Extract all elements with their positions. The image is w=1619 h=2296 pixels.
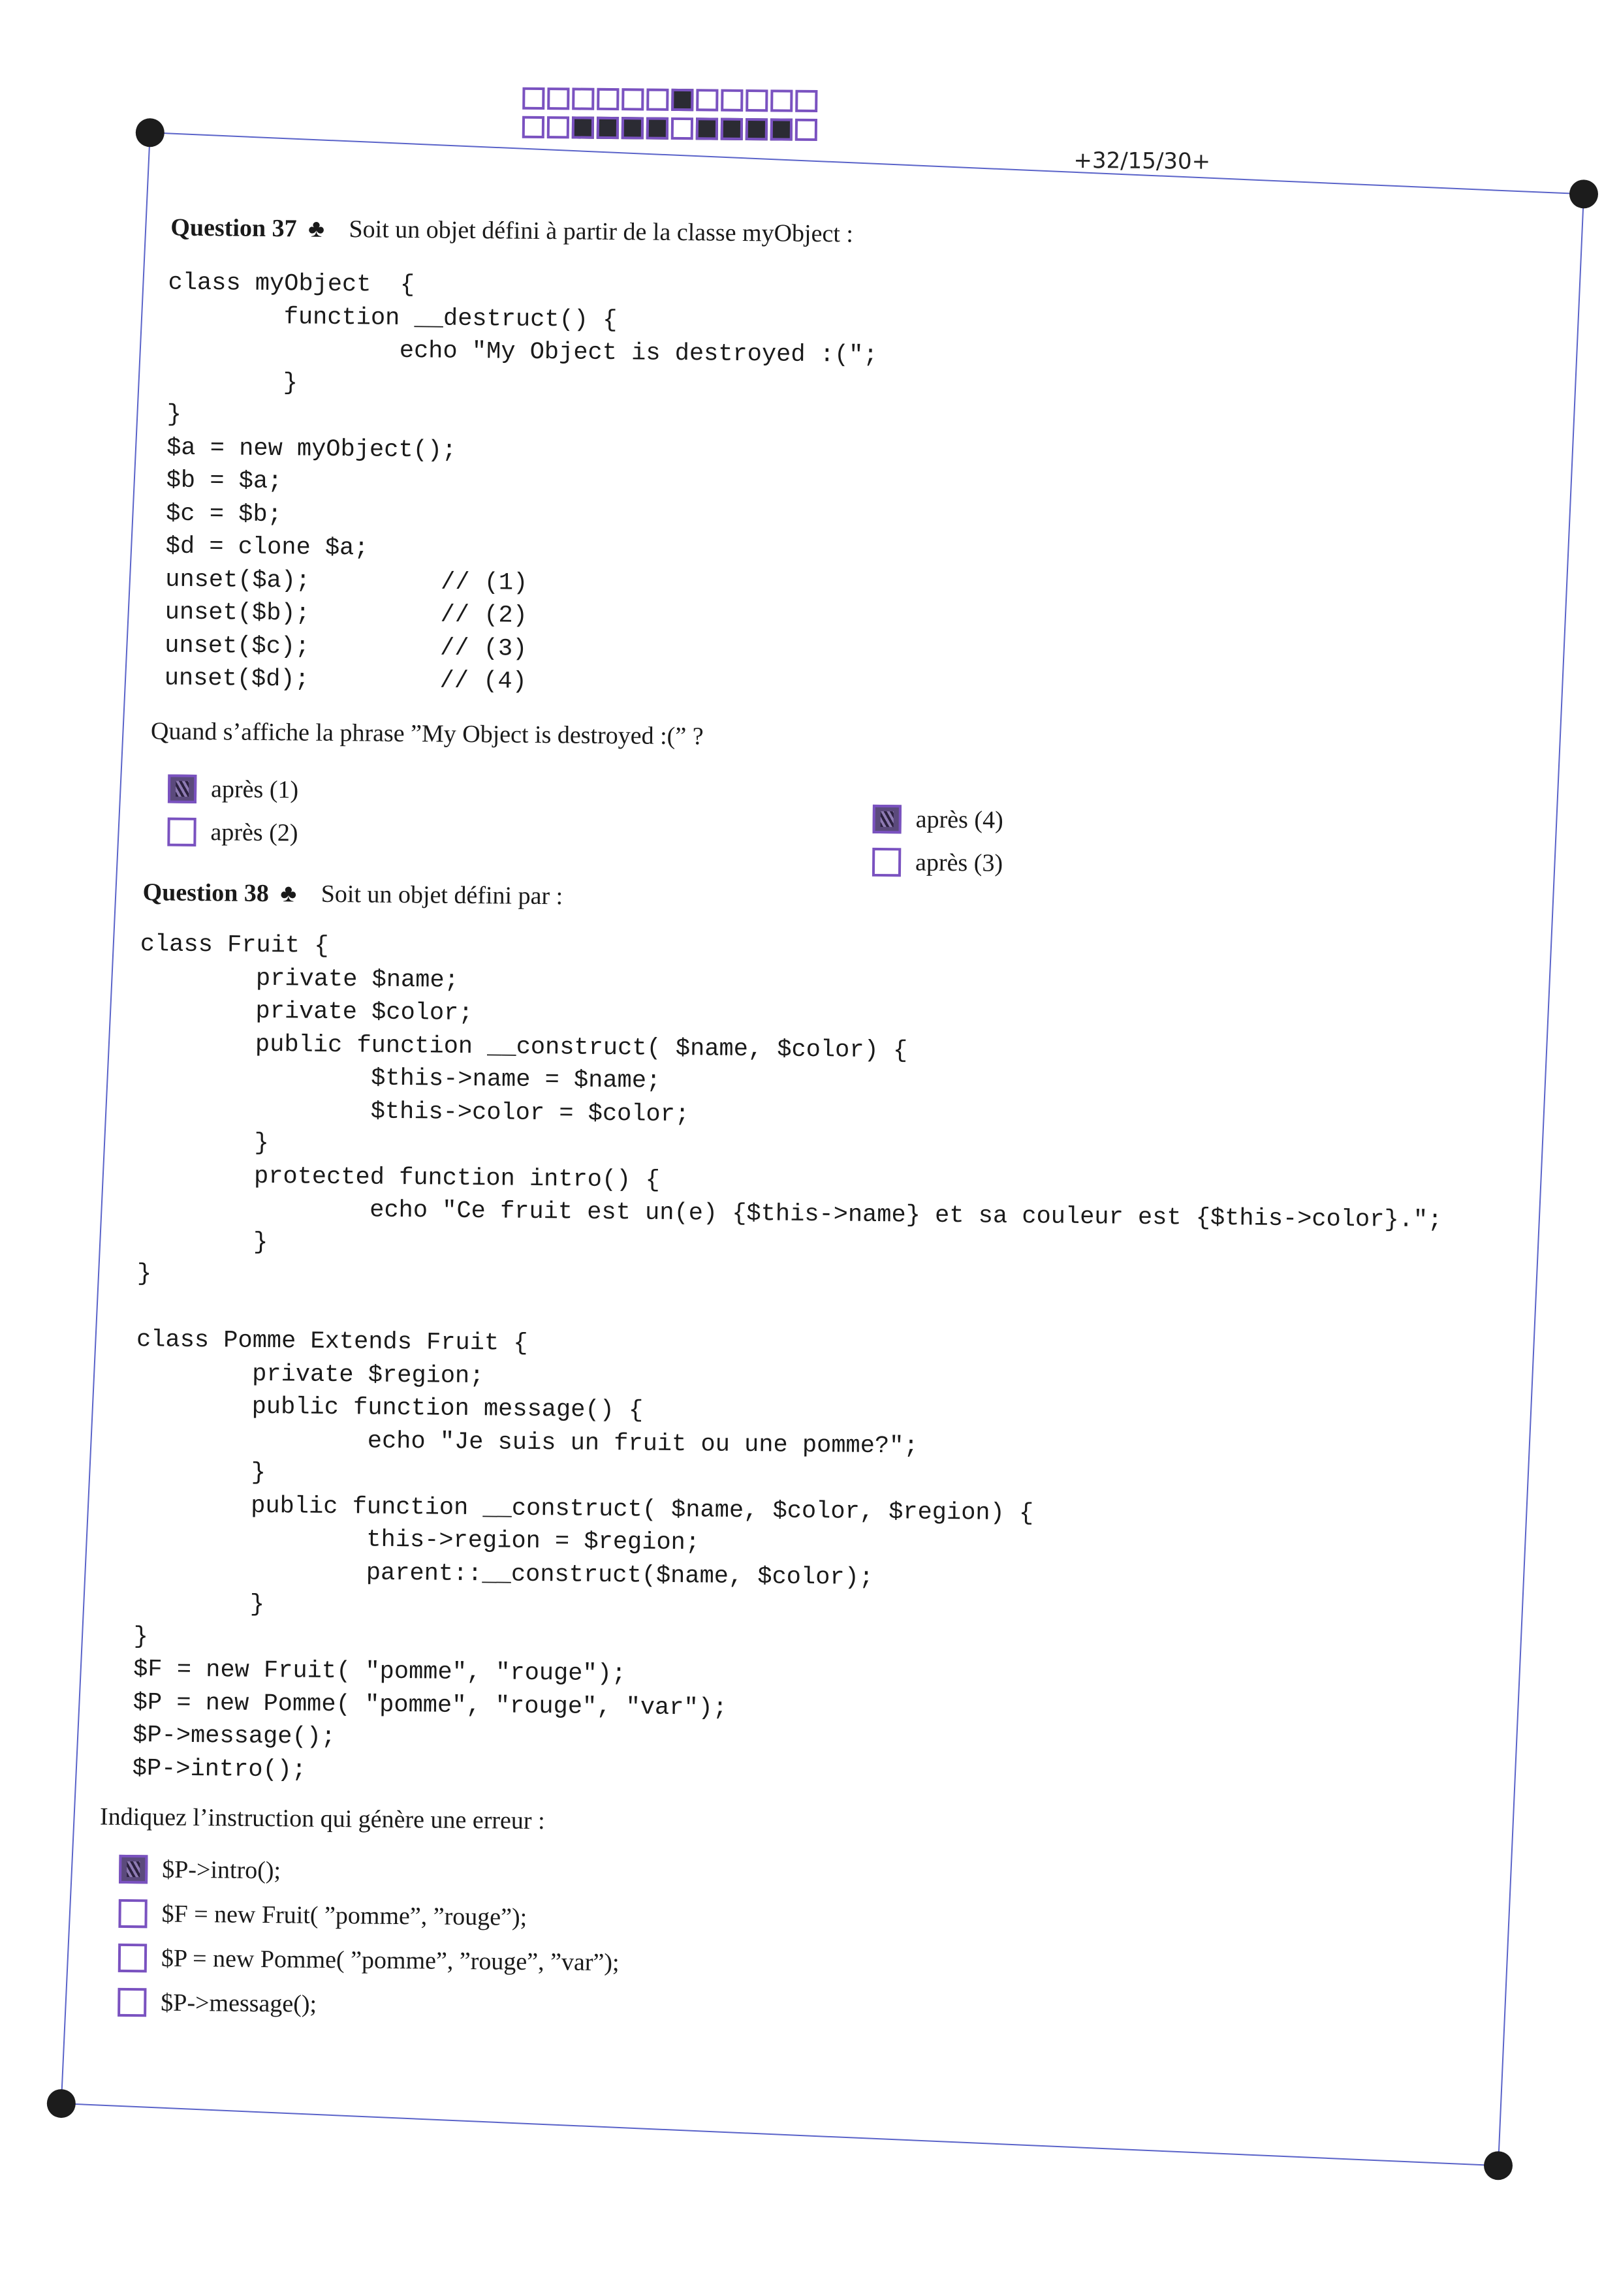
id-grid-cell xyxy=(572,116,594,138)
answer-option[interactable] xyxy=(118,1988,317,2019)
answer-checkbox[interactable] xyxy=(118,1944,147,1972)
id-grid-cell xyxy=(621,117,644,139)
answer-checkbox[interactable] xyxy=(118,1899,147,1928)
question-37-code: class myObject { function __destruct() { echo "My Object is destroyed :("; } } $a = new myObject(); $b = $a; $c = $b; $d = clone $a; unset($a); // (1) unset($b); // (2) unset($c); // (3) unset($d); // (4) xyxy=(164,269,878,696)
id-grid-cell xyxy=(721,118,743,140)
question-label: Question 37 xyxy=(170,213,297,243)
club-icon: ♣ xyxy=(280,880,297,908)
answer-option[interactable] xyxy=(119,1855,281,1885)
id-grid-cell xyxy=(721,89,743,112)
id-grid-cell xyxy=(770,118,793,140)
id-grid-cell xyxy=(795,90,817,112)
corner-mark-bottom-right xyxy=(1484,2151,1513,2180)
id-grid-cell xyxy=(522,116,544,138)
answer-option[interactable] xyxy=(118,1899,527,1932)
question-statement: Soit un objet défini à partir de la classe myObject : xyxy=(349,215,854,248)
question-38-prompt: Indiquez l’instruction qui génère une erreur : xyxy=(99,1803,545,1835)
student-id-grid xyxy=(522,87,818,147)
answer-option[interactable] xyxy=(873,805,1003,835)
answer-checkbox[interactable] xyxy=(119,1855,148,1884)
id-grid-cell xyxy=(696,89,718,111)
id-grid-cell xyxy=(746,89,768,112)
answer-label: après (2) xyxy=(210,818,298,847)
question-38-code: class Fruit { private $name; private $color; public function __construct( $name, $color) { $this->name = $name; $this->color = $color; } protected function intro() { echo "Ce fruit est un(e) {$this->name} et sa couleur est {$this->color}."; } } class Pomme Extends Fruit { private $region; public function message() { echo "Je suis un fruit ou une pomme?"; } public function __construct( $name, $color, $region) { this->region = $region; parent::__construct($name, $color); } } $F = new Fruit( "pomme", "rouge"); $P = new Pomme( "pomme", "rouge", "var"); $P->message(); $P->intro(); xyxy=(132,931,1443,1784)
id-grid-row xyxy=(522,87,817,112)
answer-option[interactable] xyxy=(118,1944,620,1977)
question-label: Question 38 xyxy=(142,878,270,908)
answer-checkbox[interactable] xyxy=(873,805,902,833)
answer-option[interactable] xyxy=(872,848,1003,878)
id-grid-cell xyxy=(746,118,768,140)
club-icon: ♣ xyxy=(307,215,325,243)
page-code: +32/15/30+ xyxy=(1073,147,1211,175)
answer-checkbox[interactable] xyxy=(872,848,901,877)
id-grid-cell xyxy=(547,87,569,110)
id-grid-cell xyxy=(696,117,718,140)
id-grid-cell xyxy=(795,119,817,141)
answer-label: $F = new Fruit( ”pomme”, ”rouge”); xyxy=(161,1900,527,1931)
corner-mark-bottom-left xyxy=(47,2089,76,2118)
question-38-title xyxy=(142,878,563,910)
answer-checkbox[interactable] xyxy=(167,818,196,846)
id-grid-cell xyxy=(671,117,693,140)
answer-label: $P = new Pomme( ”pomme”, ”rouge”, ”var”); xyxy=(161,1944,620,1977)
corner-mark-top-left xyxy=(136,118,165,147)
id-grid-cell xyxy=(597,117,619,139)
answer-checkbox[interactable] xyxy=(168,775,196,803)
id-grid-cell xyxy=(522,87,544,110)
question-statement: Soit un objet défini par : xyxy=(321,880,563,910)
answer-option[interactable] xyxy=(167,818,298,848)
id-grid-cell xyxy=(597,88,619,110)
id-grid-cell xyxy=(646,89,668,111)
id-grid-row xyxy=(522,116,817,141)
id-grid-cell xyxy=(646,117,668,140)
id-grid-cell xyxy=(671,89,693,111)
answer-label: $P->intro(); xyxy=(162,1855,281,1885)
id-grid-cell xyxy=(572,87,594,110)
id-grid-cell xyxy=(621,88,644,110)
answer-label: après (1) xyxy=(210,775,299,804)
answer-checkbox[interactable] xyxy=(118,1988,146,2017)
corner-mark-top-right xyxy=(1569,179,1598,208)
question-37-prompt: Quand s’affiche la phrase ”My Object is destroyed :(” ? xyxy=(150,717,704,751)
id-grid-cell xyxy=(770,89,793,112)
id-grid-cell xyxy=(547,116,569,138)
answer-label: $P->message(); xyxy=(161,1989,317,2018)
answer-label: après (3) xyxy=(915,848,1003,877)
answer-label: après (4) xyxy=(915,805,1003,834)
answer-option[interactable] xyxy=(168,775,298,805)
